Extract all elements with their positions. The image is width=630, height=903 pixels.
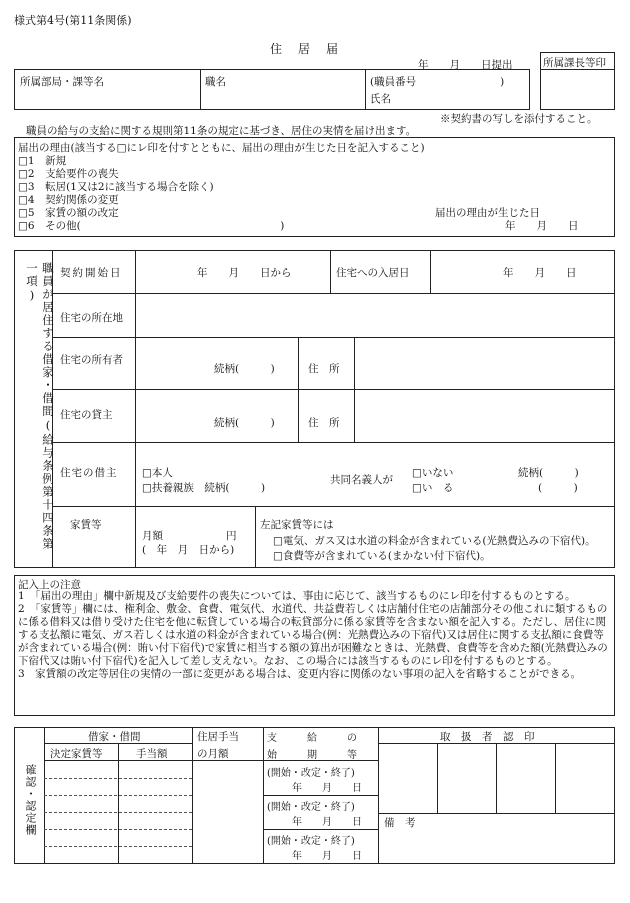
period-type-2[interactable]: (開始・改定・終了) [267,802,355,813]
rent-since[interactable]: ( 年 月 日から) [142,544,235,556]
department-label: 所属部局・課等名 [20,76,104,88]
position-label: 職名 [205,76,226,88]
rent-monthly[interactable]: 月額 円 [142,530,237,542]
owner-address-label: 住 所 [308,363,340,375]
contract-start-value[interactable]: 年 月 日から [197,267,292,279]
rent-label: 家賃等 [70,519,102,531]
col-allowance-header: 手当額 [136,748,168,760]
rent-includes-label: 左記家賃等には [260,519,334,531]
reason-heading: 届出の理由(該当する□にレ印を付すとともに、届出の理由が生じた日を記入すること) [18,142,425,154]
notes-heading: 記入上の注意 [18,579,81,591]
reason-item-contract[interactable]: □4 契約関係の変更 [18,194,119,206]
move-in-value[interactable]: 年 月 日 [503,267,577,279]
submission-date: 年 月 日提出 [418,59,513,71]
period-type-1[interactable]: (開始・改定・終了) [267,768,355,779]
address-label: 住宅の所在地 [60,312,123,324]
form-number: 様式第4号(第11条関係) [14,14,132,27]
contract-start-label: 契約開始日 [60,267,123,279]
period-date-2[interactable]: 年 月 日 [292,817,362,828]
tenant-label: 住宅の借主 [60,467,118,479]
handler-header: 取 扱 者 認 印 [440,731,535,743]
tenant-dependent-checkbox[interactable]: □扶養親族 続柄( ) [142,482,266,494]
reason-date-value: 年 月 日 [505,220,579,232]
remarks-label: 備 考 [384,817,416,829]
reason-item-move[interactable]: □3 転居(1又は2に該当する場合を除く) [18,181,214,193]
name-label: 氏名 [370,93,391,105]
col-monthly-header-1: 住居手当 [197,731,239,743]
lessor-relation[interactable]: 続柄( ) [214,417,275,429]
rent-option-meals[interactable]: □食費等が含まれている(まかない付下宿代)。 [273,550,491,562]
lessor-address-label: 住 所 [308,417,340,429]
contract-note: ※契約書の写しを添付すること。 [440,113,598,125]
page-title: 住 居 届 [270,42,341,56]
manager-seal-label: 所属課長等印 [543,57,606,69]
cosigner-relation-1[interactable]: 続柄( ) [518,467,579,479]
col-rent-header: 決定家賃等 [50,748,103,760]
intro-text: 職員の給与の支給に関する規則第11条の規定に基づき、居住の実情を届け出ます。 [26,125,417,137]
cosigner-none-checkbox[interactable]: □いない [412,467,454,479]
rental-header: 借家・借間 [88,731,141,743]
employee-no-label: (職員番号 ) [370,76,505,88]
owner-relation[interactable]: 続柄( ) [214,363,275,375]
tenant-self-checkbox[interactable]: □本人 [142,467,173,479]
period-date-3[interactable]: 年 月 日 [292,851,362,862]
confirm-side-label: 確認・認定欄 [24,764,37,836]
col-start-header-1: 支 給 の [267,733,357,744]
note-item: 1 「届出の理由」欄中新規及び支給要件の喪失については、事由に応じて、該当するものにレ印を付するものとする。 [18,590,576,602]
period-type-3[interactable]: (開始・改定・終了) [267,836,355,847]
period-date-1[interactable]: 年 月 日 [292,783,362,794]
note-item: 3 家賃額の改定等居住の実情の一部に変更がある場合は、変更内容に関係のない事項の記入を省略することができる。 [18,668,582,680]
cosigner-yes-checkbox[interactable]: □い る [412,482,454,494]
cosigner-relation-2[interactable]: ( ) [538,482,578,494]
reason-item-rent-change[interactable]: □5 家賃の額の改定 [18,207,119,219]
rental-side-label: 職員が居住する借家・借間(給与条例第十四条第一項) [25,262,55,551]
lessor-label: 住宅の貸主 [60,409,113,421]
note-item: 2 「家賃等」欄には、権利金、敷金、食費、電気代、水道代、共益費若しくは店舗付住宅の店舗部分その他これに類するものに係る借料又は借り受けた住宅を他に転貸している場合の転貸部分に係る家賃等を含まない額を記入する。ただし、居住に関する支払額に電気、ガス若しくは水道の料金が含まれている場合(例：光熱費込みの下宿代)又は居住に関する支払額に食費等が含まれている場合(例：賄い付下宿代)で家賃に相当する額の算出が困難なときは、光熱費、食費等を含めた額(光熱費込みの下宿代又は賄い付下宿代)を記入して差し支えない。なお、この場合には該当するものにレ印を付するものとする。 [18,603,608,667]
reason-date-label: 届出の理由が生じた日 [435,207,540,219]
rent-option-utilities[interactable]: □電気、ガス又は水道の料金が含まれている(光熱費込みの下宿代)。 [273,535,596,547]
move-in-label: 住宅への入居日 [336,267,410,279]
reason-item-loss[interactable]: □2 支給要件の喪失 [18,168,119,180]
owner-label: 住宅の所有者 [60,354,123,366]
col-monthly-header-2: の月額 [197,748,229,760]
col-start-header-2: 始 期 等 [267,750,357,761]
notes-list [18,590,611,681]
cosigner-label: 共同名義人が [330,474,393,486]
reason-item-other[interactable]: □6 その他( ) [18,220,285,232]
reason-item-new[interactable]: □1 新規 [18,155,67,167]
